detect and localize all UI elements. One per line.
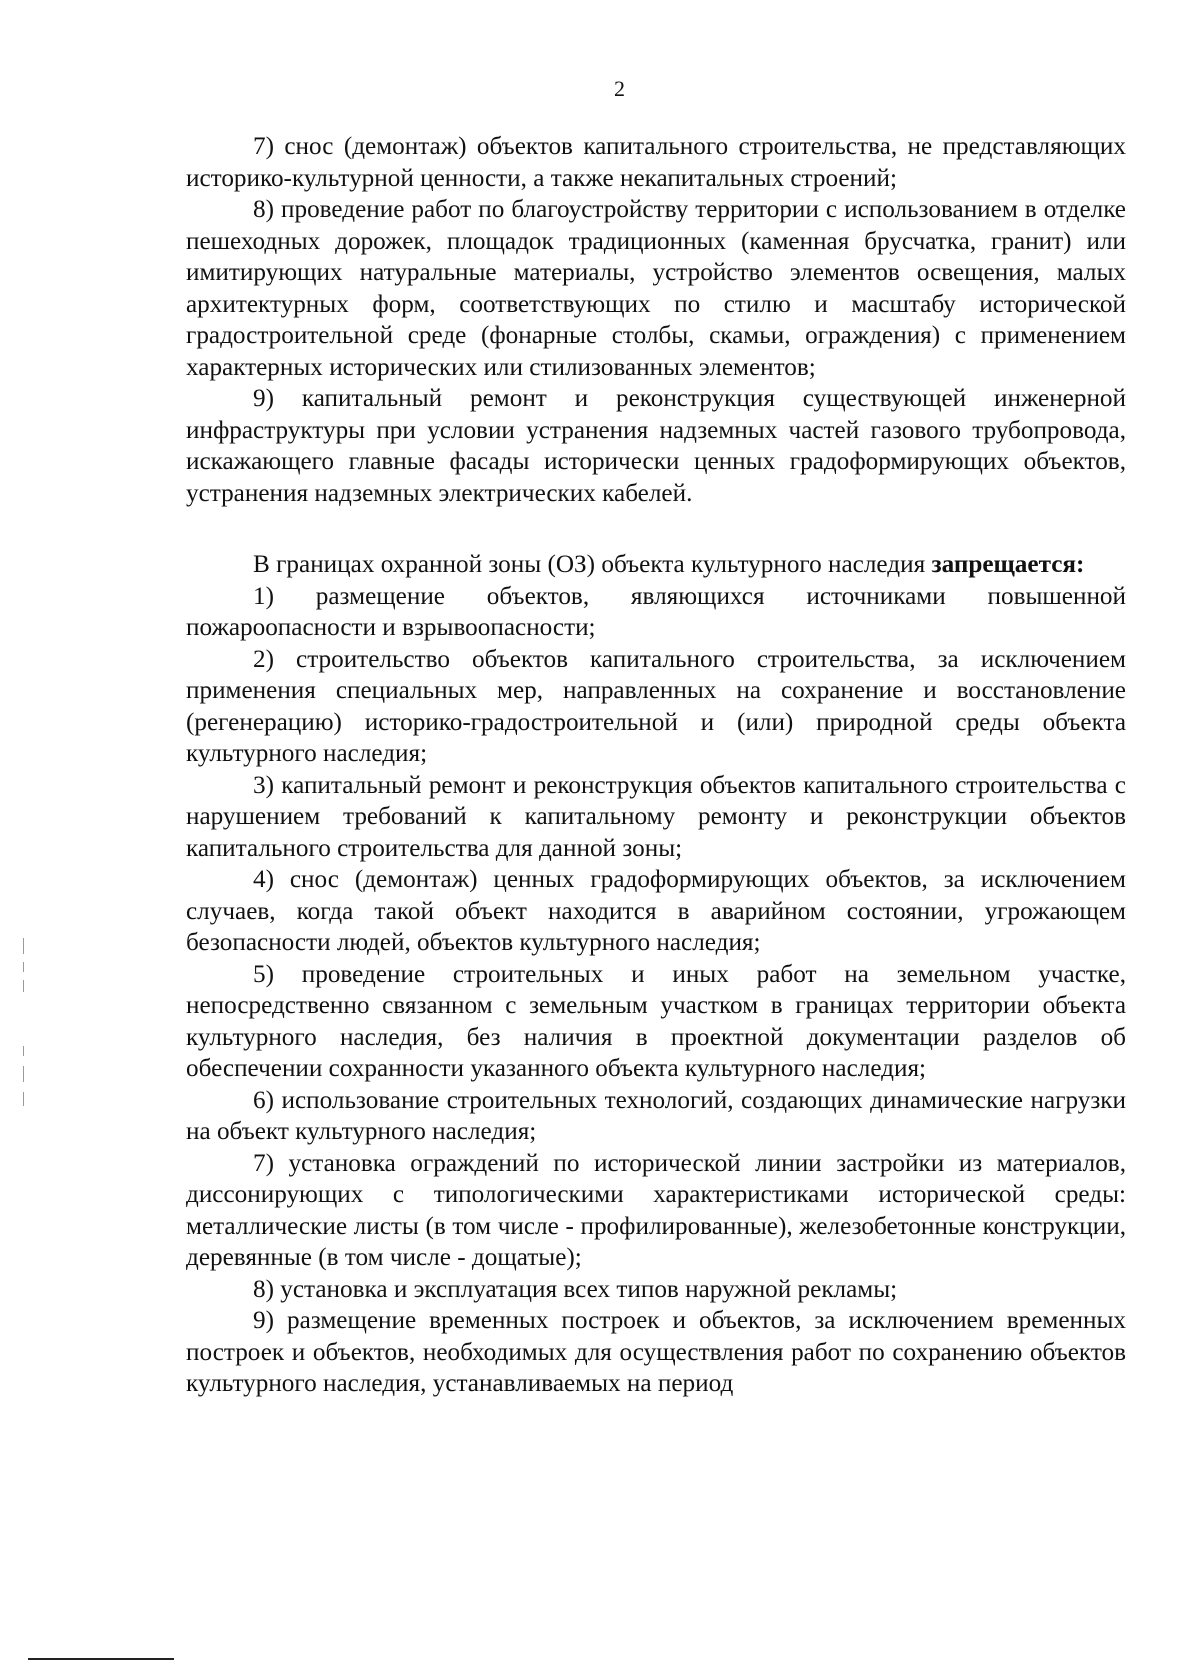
list-item: 9) капитальный ремонт и реконструкция существующей инженерной инфраструктуры при условии устранения надземных частей газового трубопровода, искажающего главные фасады исторически ценных градоформирующих объектов, устранения надземных электрических кабелей. — [186, 385, 1126, 507]
list-item: 5) проведение строительных и иных работ на земельном участке, непосредственно связанном с земельным участком в границах территории объекта культурного наследия, без наличия в проектной документации разделов об обеспечении сохранности указанного объекта культурного наследия; — [186, 960, 1126, 1082]
list-item: 9) размещение временных построек и объектов, за исключением временных построек и объектов, необходимых для осуществления работ по сохранению объектов культурного наследия, устанавливаемых на период — [186, 1307, 1126, 1397]
section-gap — [186, 509, 1126, 549]
scan-margin-mark — [23, 1092, 24, 1106]
scan-margin-mark — [23, 938, 24, 954]
list-item: 2) строительство объектов капитального строительства, за исключением применения специальных мер, направленных на сохранение и восстановление (регенерацию) историко-градостроительной и (или) природной среды объекта культурного наследия; — [186, 645, 1126, 767]
section-intro-text: В границах охранной зоны (ОЗ) объекта культурного наследия — [253, 551, 926, 578]
list-item: 8) проведение работ по благоустройству территории с использованием в отделке пешеходных дорожек, площадок традиционных (каменная брусчатка, гранит) или имитирующих натуральные материалы, устройство элементов освещения, малых архитектурных форм, соответствующих по стилю и масштабу исторической градостроительной среде (фонарные столбы, скамьи, ограждения) с применением характерных исторических или стилизованных элементов; — [186, 196, 1126, 381]
list-item: 7) снос (демонтаж) объектов капитального строительства, не представляющих историко-культурной ценности, а также некапитальных строений; — [186, 133, 1126, 192]
scan-margin-mark — [23, 1066, 24, 1082]
list-item: 3) капитальный ремонт и реконструкция объектов капитального строительства с нарушением требований к капитальному ремонту и реконструкции объектов капитального строительства для данной зоны; — [186, 771, 1126, 862]
scan-margin-mark — [23, 1046, 24, 1056]
page-number: 2 — [614, 76, 625, 101]
list-item: 1) размещение объектов, являющихся источниками повышенной пожароопасности и взрывоопасности; — [186, 582, 1126, 641]
section-heading — [186, 549, 1126, 581]
list-item: 6) использование строительных технологий, создающих динамические нагрузки на объект культурного наследия; — [186, 1086, 1126, 1145]
list-item: 7) установка ограждений по исторической линии застройки из материалов, диссонирующих с типологическими характеристиками исторической среды: металлические листы (в том числе - профилированные), железобетонные конструкции, деревянные (в том числе - дощатые); — [186, 1149, 1126, 1271]
list-item: 8) установка и эксплуатация всех типов наружной рекламы; — [253, 1275, 898, 1303]
scan-margin-mark — [23, 980, 24, 992]
list-item: 4) снос (демонтаж) ценных градоформирующих объектов, за исключением случаев, когда такой объект находится в аварийном состоянии, угрожающем безопасности людей, объектов культурного наследия; — [186, 866, 1126, 956]
footer-rule — [28, 1658, 174, 1660]
scan-margin-mark — [23, 962, 24, 972]
document-body — [186, 131, 1126, 1400]
section-intro-bold: запрещается: — [931, 551, 1085, 578]
